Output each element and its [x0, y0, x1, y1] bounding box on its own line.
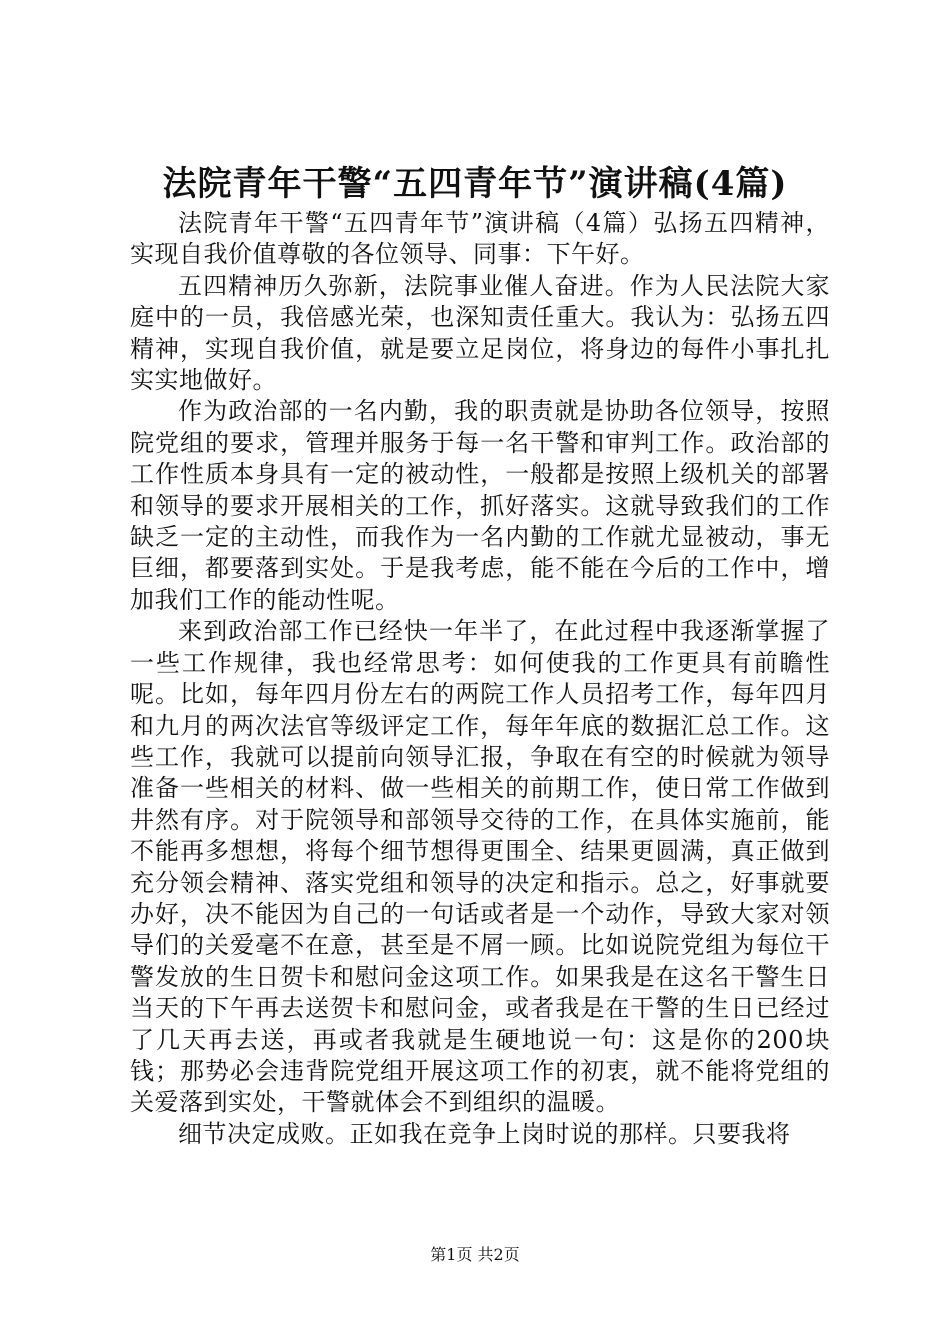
paragraph: 来到政治部工作已经快一年半了，在此过程中我逐渐掌握了一些工作规律，我也经常思考：如何使我的工作更具有前瞻性呢。比如，每年四月份左右的两院工作人员招考工作，每年四月和九月的两次法官等级评定工作，每年年底的数据汇总工作。这些工作，我就可以提前向领导汇报，争取在有空的时候就为领导准备一些相关的材料、做一些相关的前期工作，使日常工作做到井然有序。对于院领导和部领导交待的工作，在具体实施前，能不能再多想想，将每个细节想得更围全、结果更圆满，真正做到充分领会精神、落实党组和领导的决定和指示。总之，好事就要办好，决不能因为自己的一句话或者是一个动作，导致大家对领导们的关爱毫不在意，甚至是不屑一顾。比如说院党组为每位干警发放的生日贺卡和慰问金这项工作。如果我是在这名干警生日当天的下午再去送贺卡和慰问金，或者我是在干警的生日已经过了几天再去送，再或者我就是生硬地说一句：这是你的200块钱；那势必会违背院党组开展这项工作的初衷，就不能将党组的关爱落到实处，干警就体会不到组织的温暖。: [130, 617, 830, 1117]
page-footer: 第1页 共2页: [430, 1245, 520, 1264]
document-title: 法院青年干警“五四青年节”演讲稿(4篇): [162, 164, 788, 204]
paragraph: 细节决定成败。正如我在竞争上岗时说的那样。只要我将: [178, 1119, 791, 1148]
document-body: [130, 208, 830, 1150]
paragraph: 作为政治部的一名内勤，我的职责就是协助各位领导，按照院党组的要求，管理并服务于每一名干警和审判工作。政治部的工作性质本身具有一定的被动性，一般都是按照上级机关的部署和领导的要求开展相关的工作，抓好落实。这就导致我们的工作缺乏一定的主动性，而我作为一名内勤的工作就尤显被动，事无巨细，都要落到实处。于是我考虑，能不能在今后的工作中，增加我们工作的能动性呢。: [130, 397, 830, 614]
paragraph: 五四精神历久弥新，法院事业催人奋进。作为人民法院大家庭中的一员，我倍感光荣，也深知责任重大。我认为：弘扬五四精神，实现自我价值，就是要立足岗位，将身边的每件小事扎扎实实地做好。: [130, 271, 830, 395]
paragraph: 法院青年干警“五四青年节”演讲稿（4篇）弘扬五四精神，实现自我价值尊敬的各位领导、同事：下午好。: [130, 209, 830, 269]
